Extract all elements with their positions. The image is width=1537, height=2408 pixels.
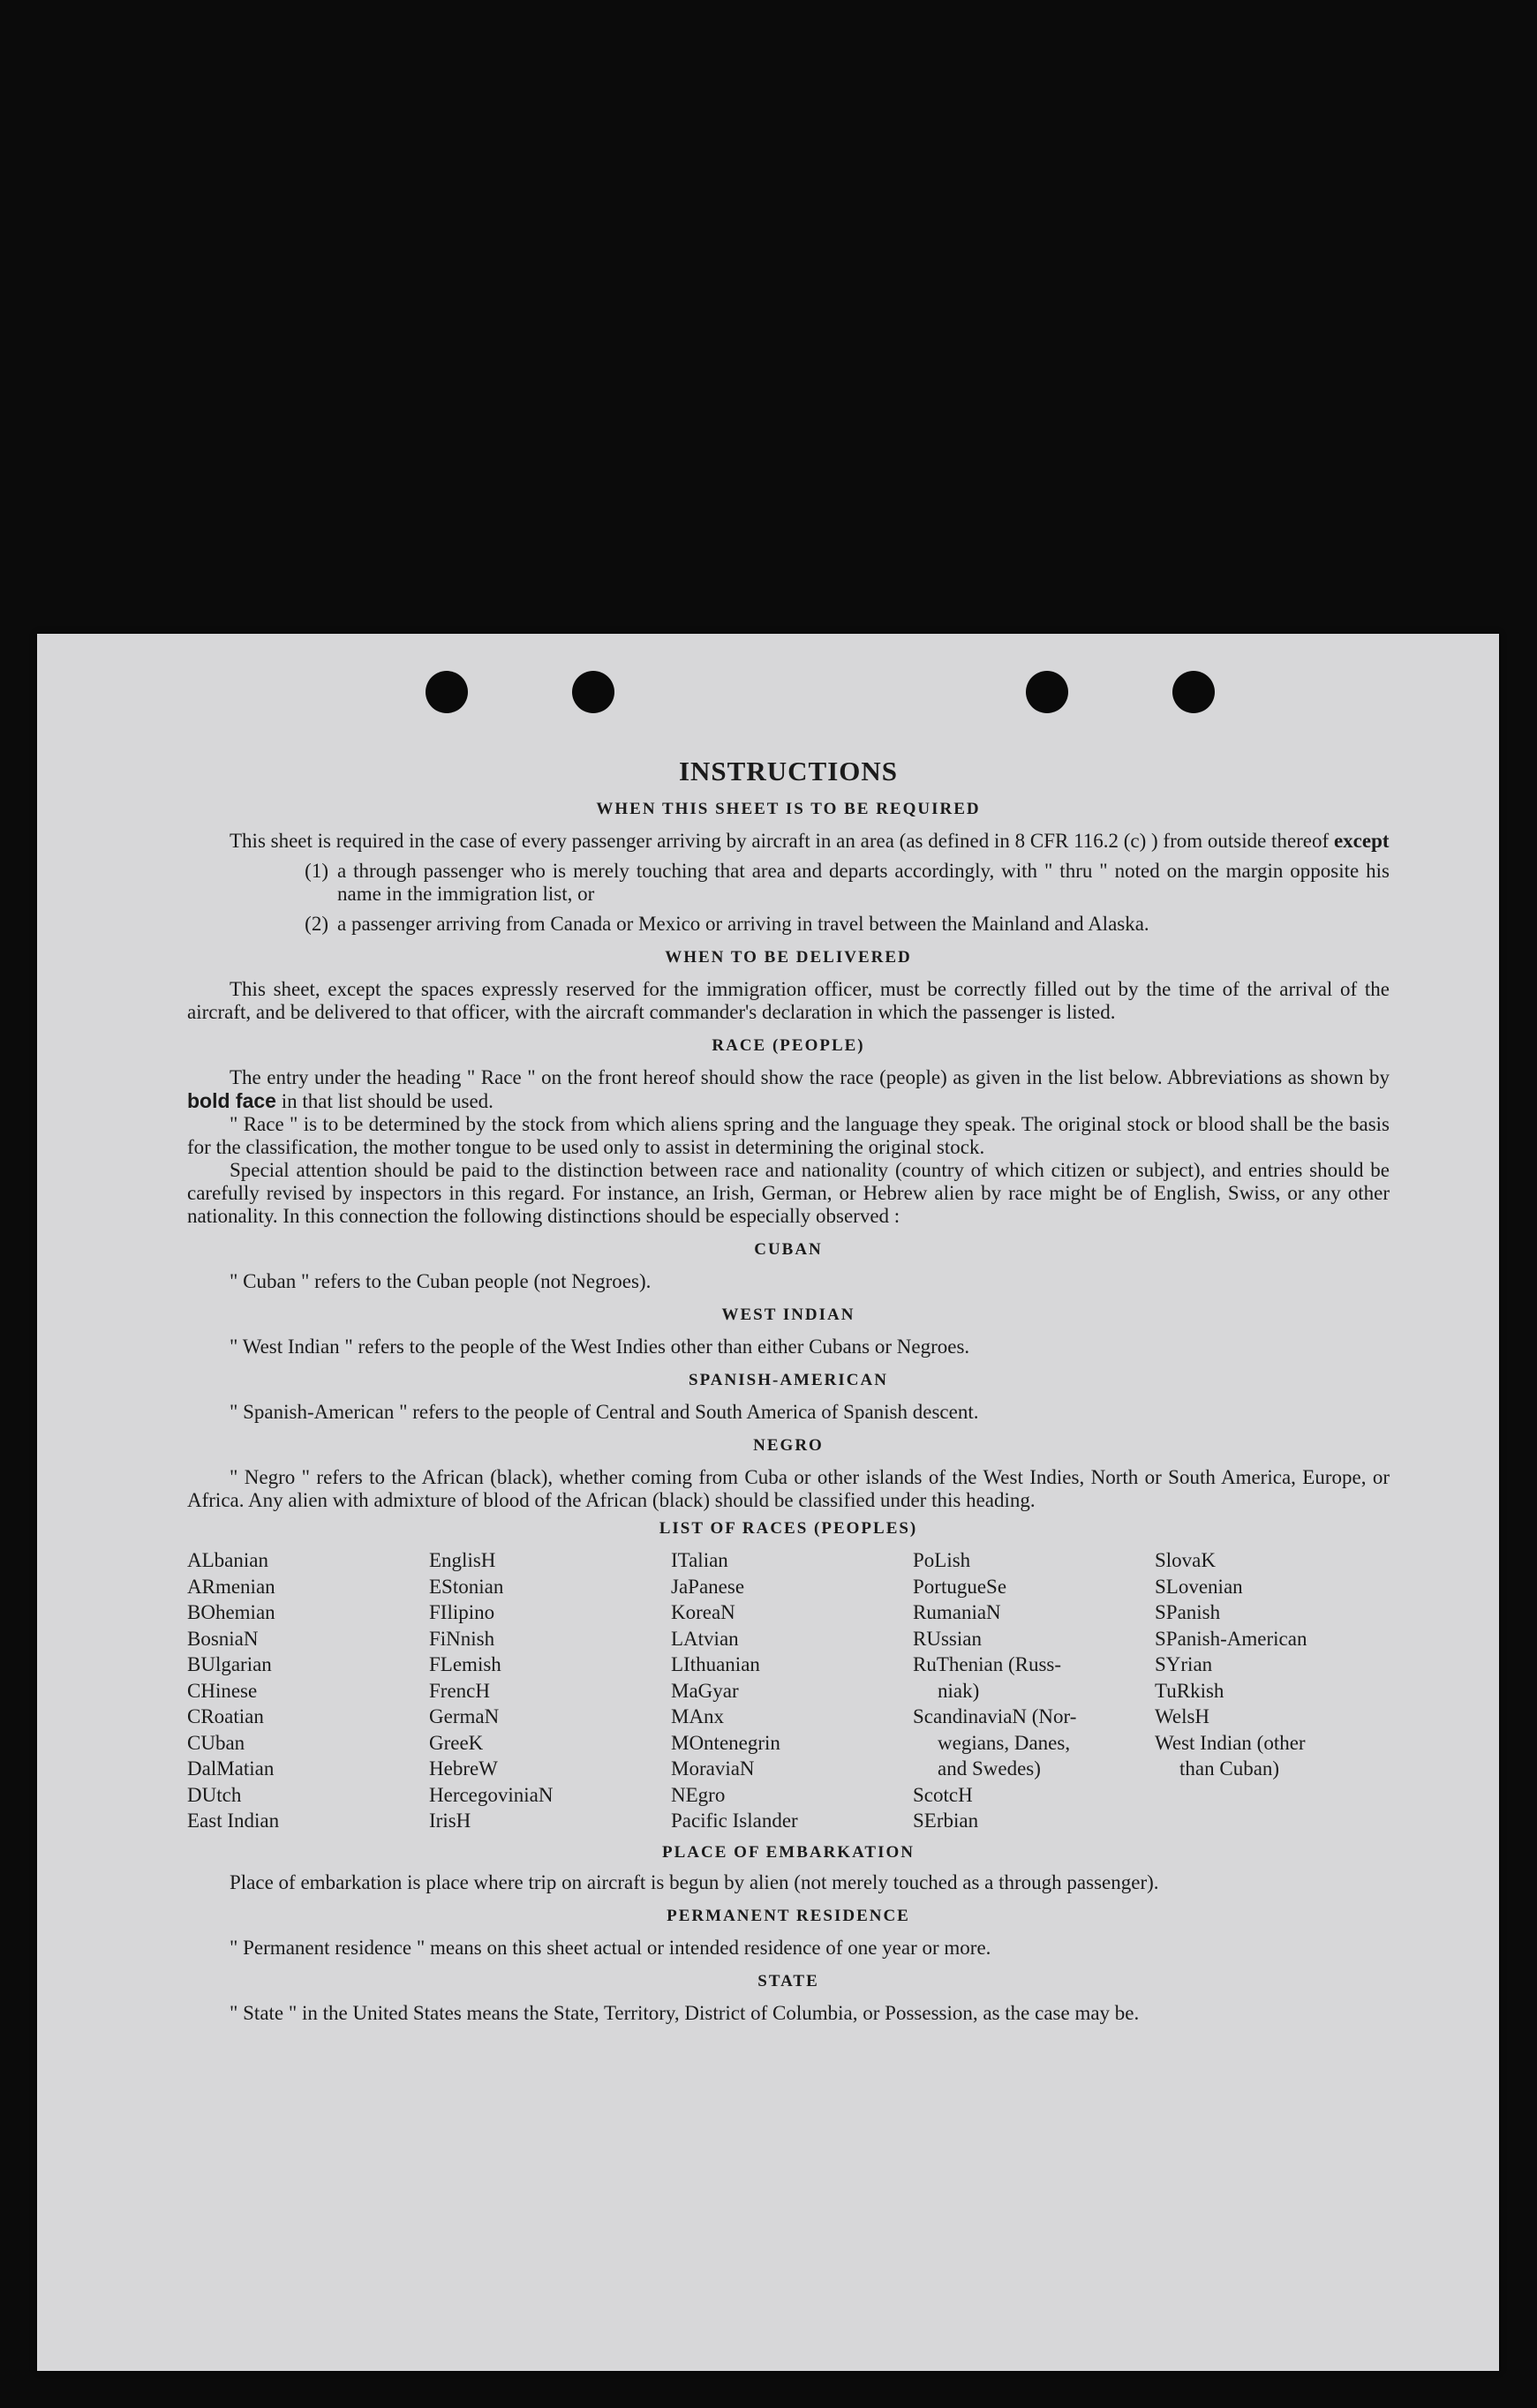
race-paragraph-3: Special attention should be paid to the distinction between race and nationality (country of which citizen or subject), and entries should be carefully revised by inspectors in this regard. For instance, an Irish, German, or Hebrew alien by race might be of English, Swiss, or any other nationality. In this connection the following distinctions should be especially observed : bbox=[187, 1159, 1390, 1227]
race-entry: and Swedes) bbox=[938, 1757, 1041, 1780]
race-entry: HebreW bbox=[429, 1757, 498, 1780]
race-entry: wegians, Danes, bbox=[938, 1731, 1071, 1754]
race-entry: Pacific Islander bbox=[671, 1810, 798, 1832]
race-entry: PoLish bbox=[913, 1549, 971, 1571]
race-entry: FIlipino bbox=[429, 1601, 495, 1623]
race-entry: JaPanese bbox=[671, 1575, 745, 1598]
heading-list-of-races: LIST OF RACES (PEOPLES) bbox=[659, 1519, 918, 1538]
heading-cuban: CUBAN bbox=[754, 1240, 823, 1259]
race-entry: BUlgarian bbox=[187, 1653, 272, 1675]
races-column-3 bbox=[671, 1547, 913, 1834]
race-entry: CRoatian bbox=[187, 1705, 264, 1727]
race-entry: EnglisH bbox=[429, 1549, 496, 1571]
heading-delivered: WHEN TO BE DELIVERED bbox=[665, 948, 912, 967]
page-title: INSTRUCTIONS bbox=[678, 756, 898, 786]
race-entry: CHinese bbox=[187, 1679, 258, 1702]
race-entry: HercegoviniaN bbox=[429, 1783, 554, 1806]
required-item-1: (1) a through passenger who is merely touching that area and departs accordingly, with " thru " noted on the margin opposite his name in the immigration list, or bbox=[305, 860, 1390, 905]
heading-required: WHEN THIS SHEET IS TO BE REQUIRED bbox=[596, 800, 981, 818]
race-entry: LIthuanian bbox=[671, 1653, 760, 1675]
race-entry: IrisH bbox=[429, 1810, 471, 1832]
race-entry: ITalian bbox=[671, 1549, 728, 1571]
race-entry: FiNnish bbox=[429, 1627, 495, 1650]
race-entry: WelsH bbox=[1155, 1705, 1210, 1727]
races-column-1 bbox=[187, 1547, 429, 1834]
race-entry: SErbian bbox=[913, 1810, 979, 1832]
race-paragraph-2: " Race " is to be determined by the stock from which aliens spring and the language they speak. The original stock or blood shall be the basis for the classification, the mother tongue to be used only to assist in determining the original stock. bbox=[187, 1113, 1390, 1158]
heading-state: STATE bbox=[757, 1971, 819, 1990]
race-entry: FrencH bbox=[429, 1679, 490, 1702]
races-column-4 bbox=[913, 1547, 1155, 1834]
race-entry: SYrian bbox=[1155, 1653, 1213, 1675]
punch-hole bbox=[1172, 671, 1215, 713]
embarkation-text: Place of embarkation is place where trip on aircraft is begun by alien (not merely touched as a through passenger). bbox=[230, 1870, 1159, 1893]
race-entry: ALbanian bbox=[187, 1549, 268, 1571]
required-item-2: (2) a passenger arriving from Canada or Mexico or arriving in travel between the Mainland and Alaska. bbox=[305, 913, 1149, 935]
race-entry: SLovenian bbox=[1155, 1575, 1243, 1598]
race-entry: East Indian bbox=[187, 1810, 280, 1832]
heading-embarkation: PLACE OF EMBARKATION bbox=[662, 1842, 915, 1862]
race-entry: CUban bbox=[187, 1731, 245, 1754]
races-column-5 bbox=[1155, 1547, 1390, 1834]
delivered-text: This sheet, except the spaces expressly reserved for the immigration officer, must be correctly filled out by the time of the arrival of the aircraft, and be delivered to that officer, with the aircraft commander's declaration in which the passenger is listed. bbox=[187, 978, 1390, 1023]
race-entry: DUtch bbox=[187, 1783, 242, 1806]
race-entry: PortugueSe bbox=[913, 1575, 1007, 1598]
race-entry: ScandinaviaN (Nor- bbox=[913, 1705, 1077, 1727]
races-list bbox=[187, 1547, 1390, 1834]
heading-race: RACE (PEOPLE) bbox=[712, 1036, 865, 1055]
race-entry: TuRkish bbox=[1155, 1679, 1224, 1702]
race-paragraph-1: The entry under the heading " Race " on the front hereof should show the race (people) as given in the list below. Abbreviations as shown by bold face in that list should be used. bbox=[187, 1066, 1390, 1112]
race-entry: SPanish-American bbox=[1155, 1627, 1307, 1650]
residence-text: " Permanent residence " means on this sheet actual or intended residence of one year or more. bbox=[230, 1936, 991, 1959]
race-entry: RUssian bbox=[913, 1627, 982, 1650]
west-indian-text: " West Indian " refers to the people of the West Indies other than either Cubans or Negroes. bbox=[230, 1336, 970, 1358]
race-entry: MaGyar bbox=[671, 1679, 739, 1702]
race-entry: niak) bbox=[938, 1679, 980, 1702]
spanish-american-text: " Spanish-American " refers to the people of Central and South America of Spanish descent. bbox=[230, 1401, 979, 1423]
negro-text: " Negro " refers to the African (black), whether coming from Cuba or other islands of the West Indies, North or South America, Europe, or Africa. Any alien with admixture of blood of the African (black) should be classified under this heading. bbox=[187, 1466, 1390, 1511]
race-entry: LAtvian bbox=[671, 1627, 739, 1650]
punch-hole bbox=[426, 671, 468, 713]
heading-residence: PERMANENT RESIDENCE bbox=[667, 1906, 910, 1925]
race-entry: GermaN bbox=[429, 1705, 500, 1727]
race-entry: FLemish bbox=[429, 1653, 501, 1675]
punch-hole bbox=[1026, 671, 1068, 713]
race-entry: BOhemian bbox=[187, 1601, 275, 1623]
race-entry: RumaniaN bbox=[913, 1601, 1001, 1623]
heading-west-indian: WEST INDIAN bbox=[721, 1306, 855, 1324]
cuban-text: " Cuban " refers to the Cuban people (not Negroes). bbox=[230, 1270, 652, 1292]
race-entry: EStonian bbox=[429, 1575, 504, 1598]
race-entry: MOntenegrin bbox=[671, 1731, 780, 1754]
punch-hole bbox=[572, 671, 614, 713]
race-entry: DalMatian bbox=[187, 1757, 275, 1780]
race-entry: KoreaN bbox=[671, 1601, 735, 1623]
required-intro: This sheet is required in the case of every passenger arriving by aircraft in an area (as defined in 8 CFR 116.2 (c) ) from outside thereof except bbox=[230, 830, 1390, 852]
race-entry: SlovaK bbox=[1155, 1549, 1216, 1571]
document-sheet bbox=[37, 634, 1499, 2371]
race-entry: MAnx bbox=[671, 1705, 725, 1727]
heading-spanish-american: SPANISH-AMERICAN bbox=[689, 1371, 888, 1389]
race-entry: than Cuban) bbox=[1179, 1757, 1280, 1780]
race-entry: ARmenian bbox=[187, 1575, 275, 1598]
race-entry: RuThenian (Russ- bbox=[913, 1653, 1062, 1675]
race-entry: NEgro bbox=[671, 1783, 726, 1806]
state-text: " State " in the United States means the State, Territory, District of Columbia, or Possession, as the case may be. bbox=[230, 2001, 1140, 2024]
race-entry: BosniaN bbox=[187, 1627, 259, 1650]
race-entry: GreeK bbox=[429, 1731, 484, 1754]
race-entry: SPanish bbox=[1155, 1601, 1221, 1623]
race-entry: MoraviaN bbox=[671, 1757, 755, 1780]
races-column-2 bbox=[429, 1547, 671, 1834]
race-entry: West Indian (other bbox=[1155, 1731, 1306, 1754]
race-entry: ScotcH bbox=[913, 1783, 973, 1806]
instructions-body bbox=[187, 756, 1390, 2025]
heading-negro: NEGRO bbox=[753, 1436, 824, 1455]
